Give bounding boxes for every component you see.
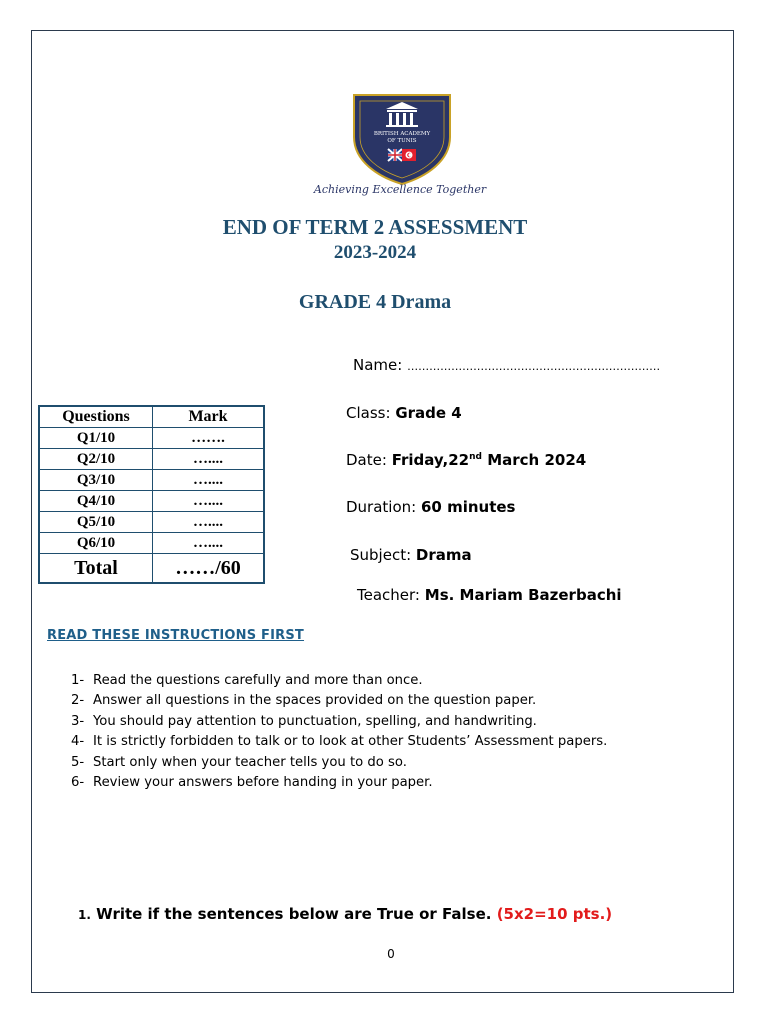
name-blank: …………………………………………………………… <box>407 360 661 373</box>
mark-cell: ….... <box>153 470 265 491</box>
mark-column-header: Mark <box>153 406 265 428</box>
question-number: 1. <box>78 908 91 922</box>
question-1 <box>78 905 612 923</box>
teacher-value: Ms. Mariam Bazerbachi <box>424 586 622 604</box>
assessment-title: END OF TERM 2 ASSESSMENT <box>222 215 528 239</box>
table-row <box>39 512 264 533</box>
duration-label: Duration: <box>346 498 417 516</box>
class-line <box>346 404 462 422</box>
question-points: (5x2=10 pts.) <box>496 905 613 923</box>
table-row <box>39 449 264 470</box>
marks-table <box>38 405 265 584</box>
list-item: 5- Start only when your teacher tells you to do so. <box>71 754 407 770</box>
name-label: Name: <box>353 356 403 374</box>
page-number: 0 <box>387 947 395 961</box>
mark-cell: ….... <box>153 533 265 554</box>
mark-cell: ……. <box>153 428 265 449</box>
question-cell: Q1/10 <box>39 428 153 449</box>
list-item: 4- It is strictly forbidden to talk or to look at other Students’ Assessment papers. <box>71 734 608 750</box>
total-value: ……/60 <box>153 554 265 584</box>
question-cell: Q3/10 <box>39 470 153 491</box>
academic-year: 2023-2024 <box>333 242 417 263</box>
school-crest-logo <box>350 93 454 185</box>
grade-subject-title: GRADE 4 Drama <box>298 291 452 313</box>
class-value: Grade 4 <box>395 404 462 422</box>
mark-cell: ….... <box>153 512 265 533</box>
name-field[interactable] <box>353 356 660 374</box>
table-row <box>39 428 264 449</box>
question-cell: Q4/10 <box>39 491 153 512</box>
subject-label: Subject: <box>350 546 412 564</box>
question-cell: Q2/10 <box>39 449 153 470</box>
list-item: 1- Read the questions carefully and more than once. <box>71 673 423 688</box>
total-row <box>39 554 264 584</box>
instructions-list <box>71 671 607 793</box>
total-label: Total <box>39 554 153 584</box>
list-item: 3- You should pay attention to punctuation, spelling, and handwriting. <box>71 713 537 729</box>
duration-line <box>346 498 515 516</box>
table-row <box>39 470 264 491</box>
crest-text-line-2: OF TUNIS <box>387 138 417 144</box>
table-row <box>39 533 264 554</box>
duration-value: 60 minutes <box>420 498 516 516</box>
date-value: Friday,22nd March 2024 <box>391 451 587 469</box>
teacher-label: Teacher: <box>357 586 420 604</box>
crest-text-line-1: BRITISH ACADEMY <box>373 131 431 137</box>
questions-column-header: Questions <box>39 406 153 428</box>
mark-cell: ….... <box>153 491 265 512</box>
question-cell: Q6/10 <box>39 533 153 554</box>
question-cell: Q5/10 <box>39 512 153 533</box>
mark-cell: ….... <box>153 449 265 470</box>
teacher-line <box>357 586 622 604</box>
class-label: Class: <box>346 404 391 422</box>
subject-value: Drama <box>415 546 472 564</box>
subject-line <box>350 546 472 564</box>
school-motto: Achieving Excellence Together <box>313 183 487 196</box>
marks-table-header <box>39 406 264 428</box>
question-text: Write if the sentences below are True or False. <box>96 905 492 923</box>
table-row <box>39 491 264 512</box>
date-label: Date: <box>346 451 387 469</box>
date-line <box>346 451 586 469</box>
instructions-heading: READ THESE INSTRUCTIONS FIRST <box>47 628 305 643</box>
list-item: 2- Answer all questions in the spaces provided on the question paper. <box>71 693 537 709</box>
list-item: 6- Review your answers before handing in your paper. <box>71 775 433 791</box>
